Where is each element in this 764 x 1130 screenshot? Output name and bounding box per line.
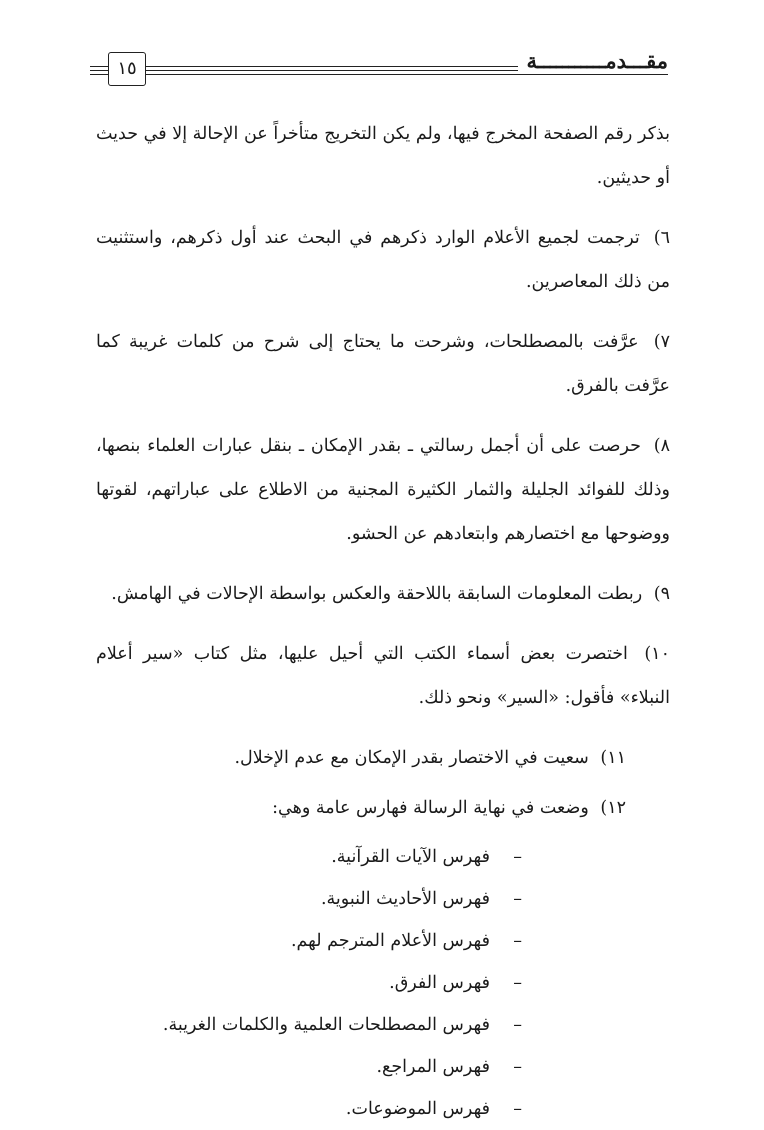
- list-item: [96, 920, 522, 962]
- list-marker: –: [513, 847, 522, 867]
- list-marker: –: [513, 1099, 522, 1119]
- list-item: [96, 962, 522, 1004]
- paragraph: [96, 112, 670, 200]
- list-item: [96, 1004, 522, 1046]
- list-item: [96, 836, 522, 878]
- list-item: [96, 878, 522, 920]
- list-item: [96, 1046, 522, 1088]
- paragraph-text: بذكر رقم الصفحة المخرج فيها، ولم يكن التخريج متأخراً عن الإحالة إلا في حديث أو حديثين.: [96, 124, 670, 188]
- item-number: ٩): [653, 584, 670, 604]
- item-number: ٧): [653, 332, 670, 352]
- header-rule: [90, 74, 110, 75]
- header-title: مقـــدمـــــــــــة: [518, 48, 668, 73]
- paragraph: [96, 216, 670, 304]
- list-item-text: فهرس الفرق.: [389, 973, 490, 993]
- index-list: [96, 836, 670, 1130]
- item-number: ٨): [653, 436, 670, 456]
- list-item-text: فهرس الأعلام المترجم لهم.: [290, 931, 490, 951]
- paragraph: [96, 320, 670, 408]
- list-item-text: فهرس المصطلحات العلمية والكلمات الغريبة.: [162, 1015, 490, 1035]
- paragraph: [96, 572, 670, 616]
- paragraph-text: حرصت على أن أجمل رسالتي ـ بقدر الإمكان ـ بنقل عبارات العلماء بنصها، وذلك للفوائد الجليلة والثمار الكثيرة المجنية من الاطلاع على عباراتهم، لقوتها ووضوحها مع اختصارهم وابتعادهم عن الحشو.: [96, 436, 670, 544]
- paragraph: [96, 786, 670, 830]
- paragraph: [96, 424, 670, 556]
- list-marker: –: [513, 931, 522, 951]
- header-rule: [142, 74, 668, 75]
- paragraph-text: سعيت في الاختصار بقدر الإمكان مع عدم الإخلال.: [234, 748, 589, 768]
- item-number: ١١): [600, 748, 626, 768]
- page-number: ١٥: [108, 52, 146, 86]
- page-header: [90, 48, 668, 92]
- paragraph-text: ربطت المعلومات السابقة باللاحقة والعكس بواسطة الإحالات في الهامش.: [111, 584, 643, 604]
- list-marker: –: [513, 1057, 522, 1077]
- paragraph-text: ترجمت لجميع الأعلام الوارد ذكرهم في البحث عند أول ذكرهم، واستثنيت من ذلك المعاصرين.: [96, 228, 670, 292]
- paragraph-text: عرَّفت بالمصطلحات، وشرحت ما يحتاج إلى شرح من كلمات غريبة كما عرَّفت بالفرق.: [96, 332, 670, 396]
- header-rule: [90, 66, 110, 67]
- paragraph: [96, 632, 670, 720]
- paragraph: [96, 736, 670, 780]
- paragraph-text: وضعت في نهاية الرسالة فهارس عامة وهي:: [272, 798, 589, 818]
- paragraph-text: اختصرت بعض أسماء الكتب التي أحيل عليها، مثل كتاب «سير أعلام النبلاء» فأقول: «السير» ونحو ذلك.: [96, 644, 670, 708]
- list-item-text: فهرس الموضوعات.: [345, 1099, 490, 1119]
- list-item-text: فهرس الآيات القرآنية.: [331, 847, 490, 867]
- list-marker: –: [513, 973, 522, 993]
- list-marker: –: [513, 889, 522, 909]
- item-number: ٦): [653, 228, 670, 248]
- item-number: ١٢): [600, 798, 626, 818]
- page-content: [96, 112, 670, 1130]
- list-item-text: فهرس الأحاديث النبوية.: [320, 889, 490, 909]
- header-rule: [90, 70, 110, 71]
- list-item: [96, 1088, 522, 1130]
- list-item-text: فهرس المراجع.: [376, 1057, 490, 1077]
- item-number: ١٠): [644, 644, 670, 664]
- list-marker: –: [513, 1015, 522, 1035]
